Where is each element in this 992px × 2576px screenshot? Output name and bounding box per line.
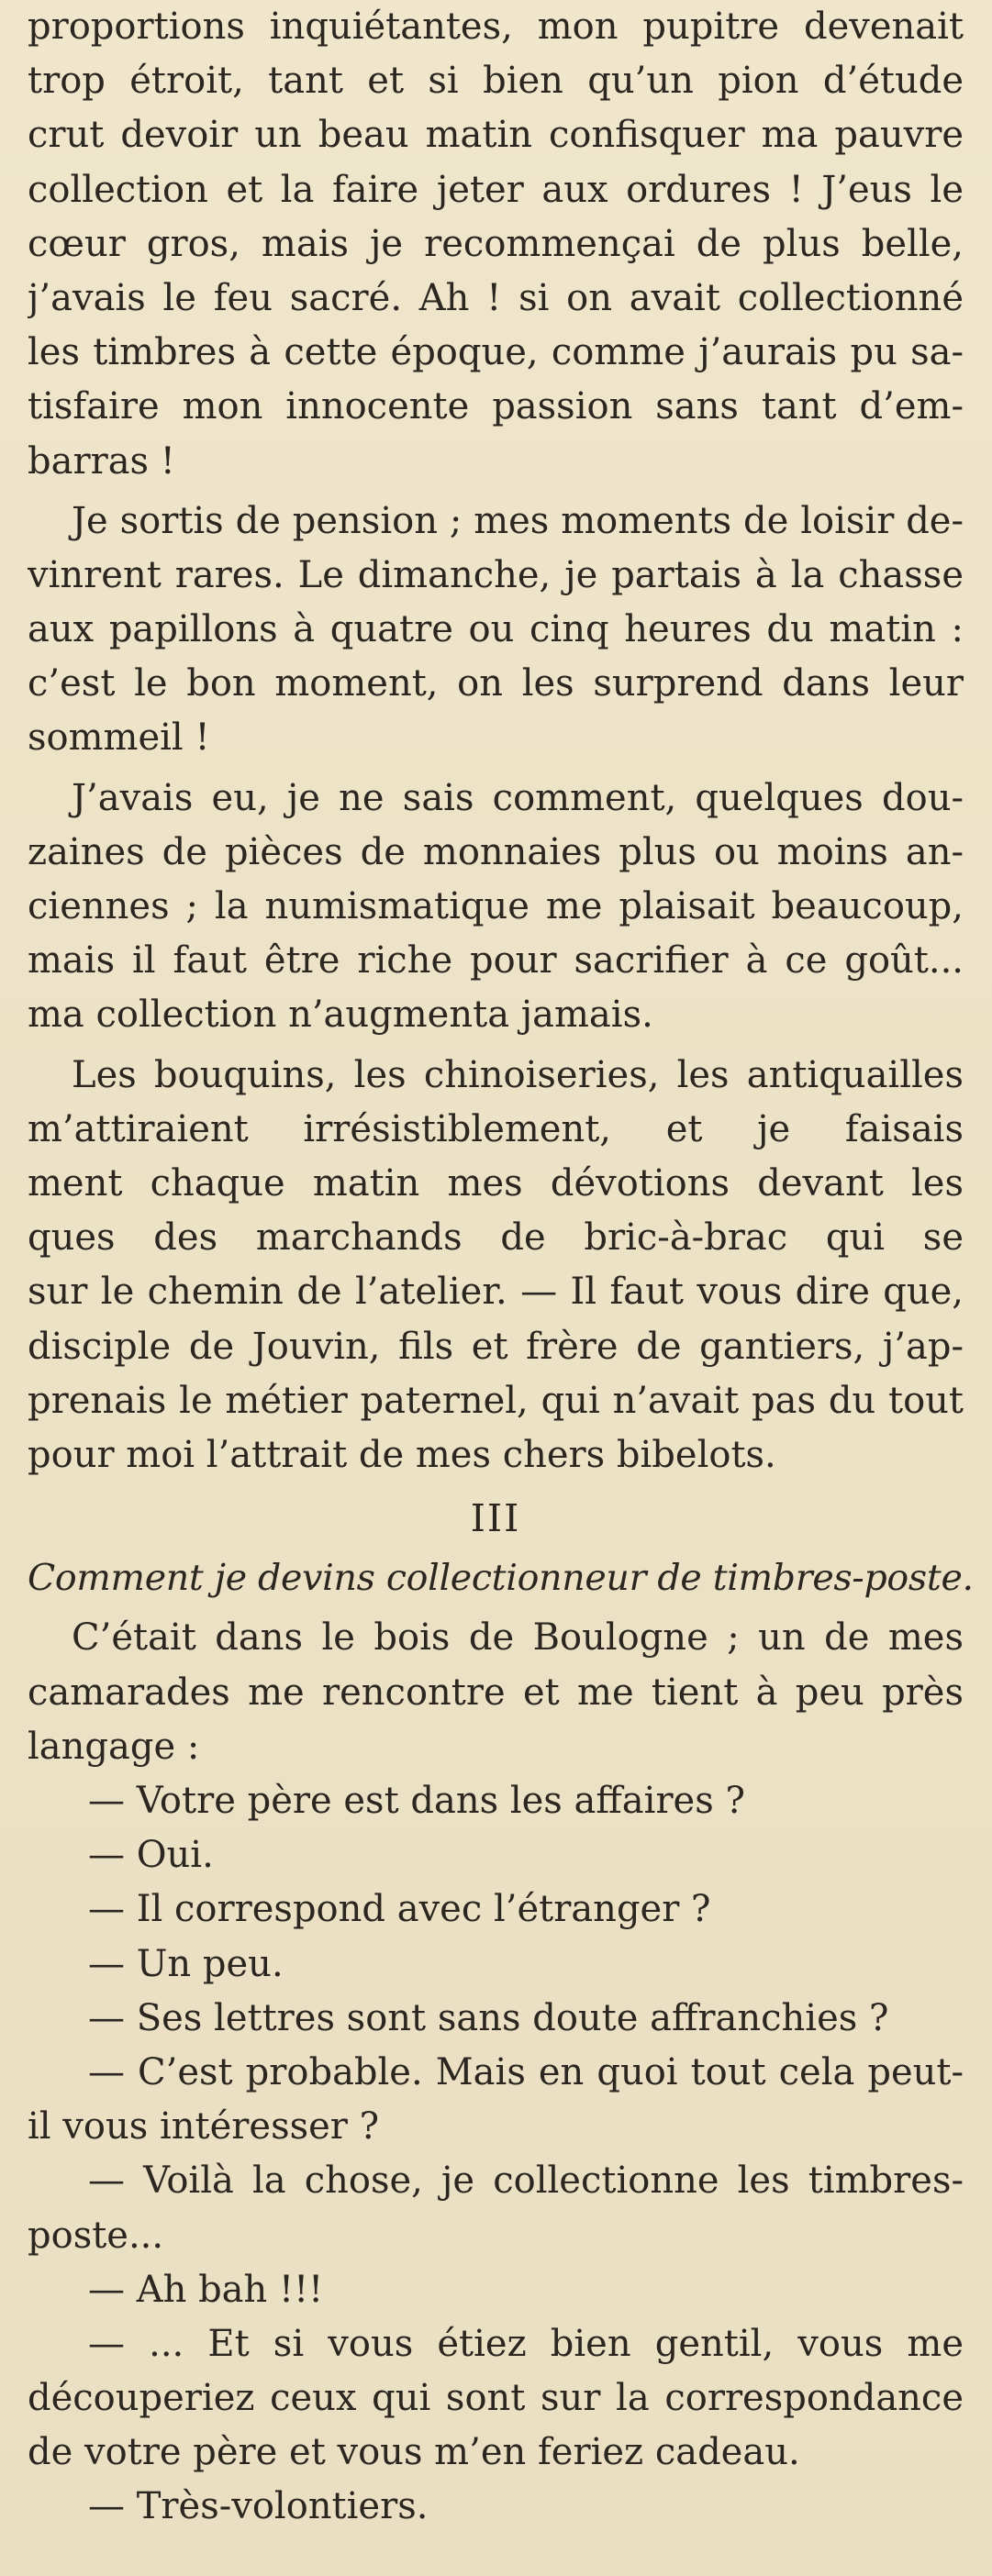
text-line: aux papillons à quatre ou cinq heures du matin : [28,608,964,651]
paragraph [28,1611,964,1774]
text-line: ciennes ; la numismatique me plaisait beaucoup, [28,885,964,927]
page-text [28,0,974,2535]
text-line: langage : [28,1725,200,1768]
paragraph [28,494,964,766]
dialogue-line: — Voilà la chose, je collectionne les timbres- [88,2160,964,2203]
text-line: Je sortis de pension ; mes moments de loisir de- [72,499,964,542]
dialogue-line: — Un peu. [88,1942,284,1985]
dialogue-line: — Il correspond avec l’étranger ? [88,1888,711,1931]
section-gap [28,1482,964,1492]
text-line: barras ! [28,439,175,483]
chapter-number: III [470,1496,521,1541]
text-line: sommeil ! [28,716,210,760]
text-line: proportions inquiétantes, mon pupitre devenait [28,6,964,48]
text-line: prenais le métier paternel, qui n’avait pas du tout [28,1379,964,1422]
text-line: ques des marchands de bric-à-brac qui se [28,1216,964,1260]
text-line: ment chaque matin mes dévotions devant les [28,1161,964,1205]
text-line: cœur gros, mais je recommençai de plus belle, [28,222,964,265]
dialogue-line: — Ah bah !!! [88,2268,324,2311]
text-line: collection et la faire jeter aux ordures ! J’eus le [28,168,964,211]
dialogue-line: — C’est probable. Mais en quoi tout cela peut- [88,2050,964,2093]
text-line: Les bouquins, les chinoiseries, les antiquailles [72,1053,964,1096]
dialogue-line: — Votre père est dans les affaires ? [88,1780,745,1822]
paragraph [28,772,964,1043]
text-line: crut devoir un beau matin confisquer ma pauvre [28,114,964,157]
paragraph-continuation [28,0,964,489]
text-line: mais il faut être riche pour sacrifier à ce goût... [28,939,964,983]
dialogue-line: poste... [28,2214,164,2257]
text-line: ma collection n’augmenta jamais. [28,994,653,1037]
dialogue-block [28,1774,964,2535]
text-line: camarades me rencontre et me tient à peu près [28,1671,964,1714]
paragraph [28,1049,964,1483]
chapter-title: Comment je devins collectionneur de timbres-poste. [28,1557,974,1600]
text-line: m’attiraient irrésistiblement, et je faisais [28,1107,964,1150]
text-line: pour moi l’attrait de mes chers bibelots. [28,1433,776,1476]
text-line: C’était dans le bois de Boulogne ; un de mes [72,1616,964,1660]
text-line: trop étroit, tant et si bien qu’un pion d’étude [28,60,964,103]
text-line: vinrent rares. Le dimanche, je partais à la chasse [28,553,964,596]
text-line: les timbres à cette époque, comme j’aurais pu sa- [28,331,964,374]
text-line: sur le chemin de l’atelier. — Il faut vous dire que, [28,1271,964,1314]
text-line: j’avais le feu sacré. Ah ! si on avait collectionné [28,276,964,319]
text-line: tisfaire mon innocente passion sans tant d’em- [28,385,964,428]
text-line: zaines de pièces de monnaies plus ou moins an- [28,830,964,873]
dialogue-line: — ... Et si vous étiez bien gentil, vous me [88,2322,964,2365]
dialogue-line: il vous intéresser ? [28,2105,380,2149]
dialogue-line: — Très-volontiers. [88,2485,429,2528]
text-line: J’avais eu, je ne sais comment, quelques dou- [72,776,964,819]
dialogue-line: — Ses lettres sont sans doute affranchies ? [88,1996,889,2039]
text-line: c’est le bon moment, on les surprend dans leur [28,662,964,705]
dialogue-line: découperiez ceux qui sont sur la correspondance [28,2377,964,2420]
dialogue-line: de votre père et vous m’en feriez cadeau. [28,2431,800,2474]
dialogue-line: — Oui. [88,1834,214,1877]
text-line: disciple de Jouvin, fils et frère de gantiers, j’ap- [28,1325,964,1368]
